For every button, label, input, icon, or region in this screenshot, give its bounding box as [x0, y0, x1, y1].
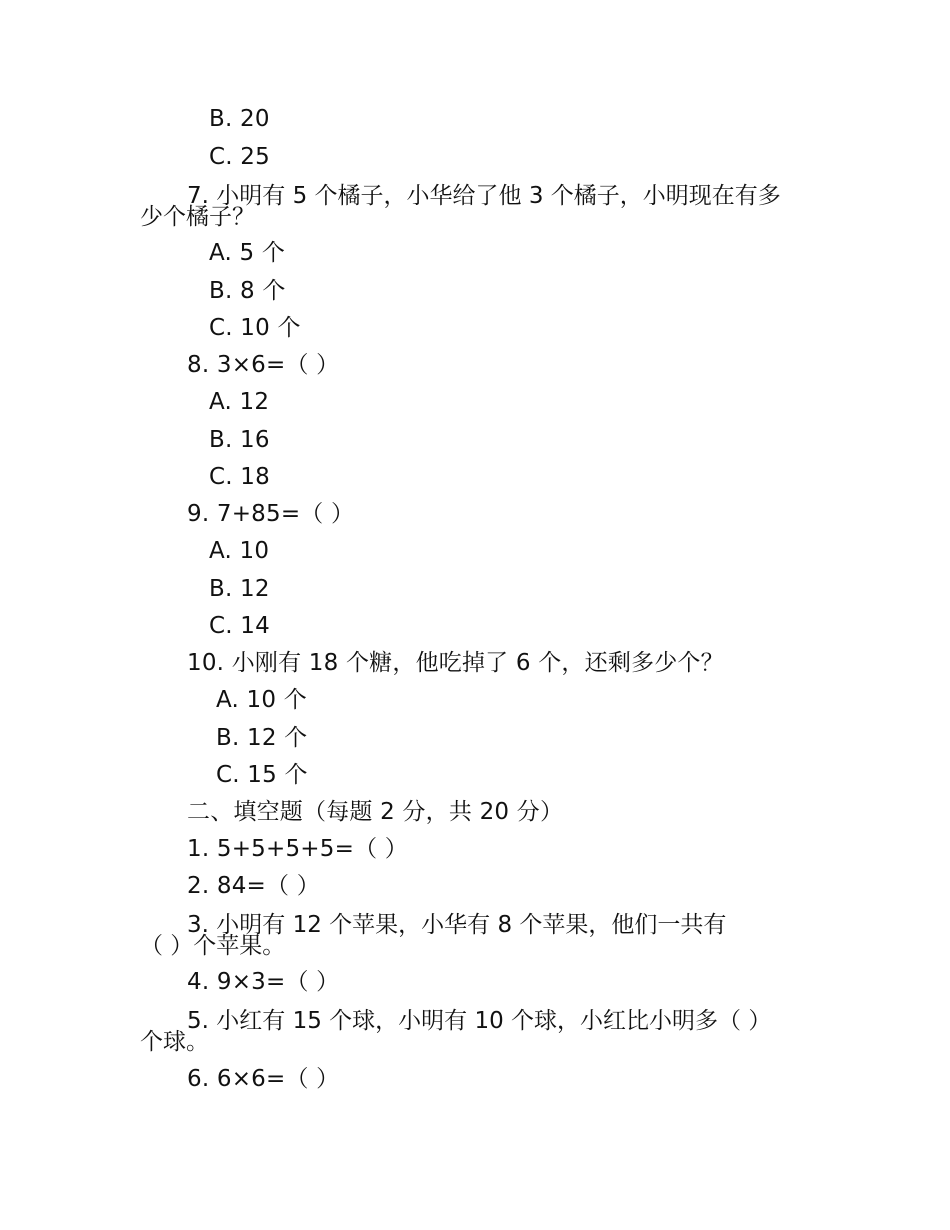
q7-option-a: A. 5 个	[209, 240, 286, 266]
fill-5-line2: 个球。	[140, 1029, 209, 1055]
q6-option-c: C. 25	[209, 144, 270, 170]
q9-option-a: A. 10	[209, 538, 270, 564]
fill-6: 6. 6×6=（ ）	[187, 1066, 340, 1092]
q10-option-c: C. 15 个	[216, 762, 308, 788]
fill-3-line1: 3. 小明有 12 个苹果，小华有 8 个苹果，他们一共有	[187, 912, 727, 938]
q8-option-a: A. 12	[209, 389, 270, 415]
q10-stem: 10. 小刚有 18 个糖，他吃掉了 6 个，还剩多少个？	[187, 650, 724, 676]
q9-option-c: C. 14	[209, 613, 270, 639]
fill-2: 2. 84=（ ）	[187, 873, 320, 899]
q7-option-c: C. 10 个	[209, 315, 301, 341]
section2-heading: 二、填空题（每题 2 分，共 20 分）	[187, 799, 564, 825]
fill-4: 4. 9×3=（ ）	[187, 969, 340, 995]
q8-stem: 8. 3×6=（ ）	[187, 352, 340, 378]
q10-option-b: B. 12 个	[216, 725, 308, 751]
q6-option-b: B. 20	[209, 106, 270, 132]
fill-1: 1. 5+5+5+5=（ ）	[187, 836, 408, 862]
q10-option-a: A. 10 个	[216, 687, 307, 713]
q7-stem-line2: 少个橘子？	[140, 204, 255, 230]
q9-stem: 9. 7+85=（ ）	[187, 501, 355, 527]
fill-3-line2: （ ）个苹果。	[140, 933, 286, 959]
q7-option-b: B. 8 个	[209, 278, 286, 304]
q7-stem-line1: 7. 小明有 5 个橘子，小华给了他 3 个橘子，小明现在有多	[187, 183, 781, 209]
q9-option-b: B. 12	[209, 576, 270, 602]
fill-5-line1: 5. 小红有 15 个球，小明有 10 个球，小红比小明多（ ）	[187, 1008, 772, 1034]
q8-option-b: B. 16	[209, 427, 270, 453]
q8-option-c: C. 18	[209, 464, 270, 490]
